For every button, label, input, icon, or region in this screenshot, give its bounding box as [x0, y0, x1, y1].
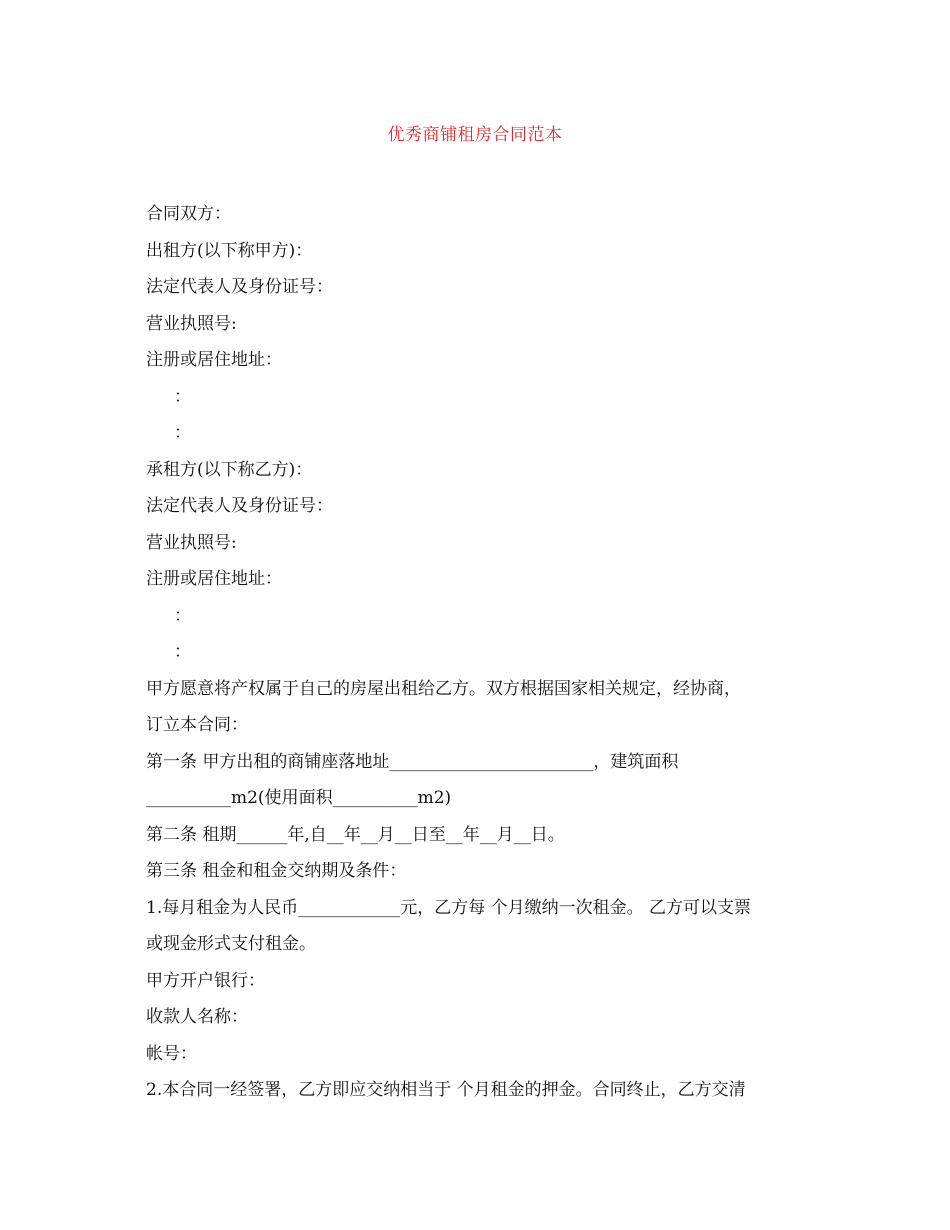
preamble-line-1: 甲方愿意将产权属于自己的房屋出租给乙方。双方根据国家相关规定，经协商，: [146, 678, 741, 699]
article-3-item-2-line-1: 2.本合同一经签署，乙方即应交纳相当于 个月租金的押金。合同终止，乙方交清: [146, 1080, 746, 1100]
contract-parties-heading: 合同双方：: [146, 204, 231, 224]
lessee-business-license-field: 营业执照号:: [146, 532, 237, 553]
lessor-address-field: 注册或居住地址：: [146, 350, 282, 370]
lessee-label: 承租方(以下称乙方)：: [146, 459, 313, 480]
article-3-item-1-line-2: 或现金形式支付租金。: [146, 934, 316, 954]
article-1-line-2: __________m2(使用面积__________m2): [146, 788, 452, 808]
contract-body: [146, 196, 816, 1109]
bank-field: 甲方开户银行：: [146, 970, 265, 991]
account-number-field: 帐号：: [146, 1043, 197, 1064]
lessee-legal-rep-field: 法定代表人及身份证号：: [146, 496, 333, 516]
lessor-label: 出租方(以下称甲方)：: [146, 240, 313, 261]
preamble-line-2: 订立本合同：: [146, 715, 248, 735]
article-2: 第二条 租期______年,自__年__月__日至__年__月__日。: [146, 824, 565, 845]
lessor-blank-field-2: ：: [174, 423, 191, 443]
article-3-item-1-line-1: 1.每月租金为人民币____________元，乙方每 个月缴纳一次租金。 乙方可以支票: [146, 897, 752, 918]
article-1-line-1: 第一条 甲方出租的商铺座落地址________________________，建筑面积: [146, 751, 679, 772]
lessee-address-field: 注册或居住地址：: [146, 569, 282, 589]
payee-name-field: 收款人名称：: [146, 1007, 248, 1027]
article-3-heading: 第三条 租金和租金交纳期及条件：: [146, 861, 407, 881]
lessor-business-license-field: 营业执照号:: [146, 313, 237, 334]
lessee-blank-field-1: ：: [174, 605, 191, 626]
lessee-blank-field-2: ：: [174, 642, 191, 662]
lessor-blank-field-1: ：: [174, 386, 191, 407]
lessor-legal-rep-field: 法定代表人及身份证号：: [146, 277, 333, 297]
document-title: 优秀商铺租房合同范本: [387, 125, 563, 145]
